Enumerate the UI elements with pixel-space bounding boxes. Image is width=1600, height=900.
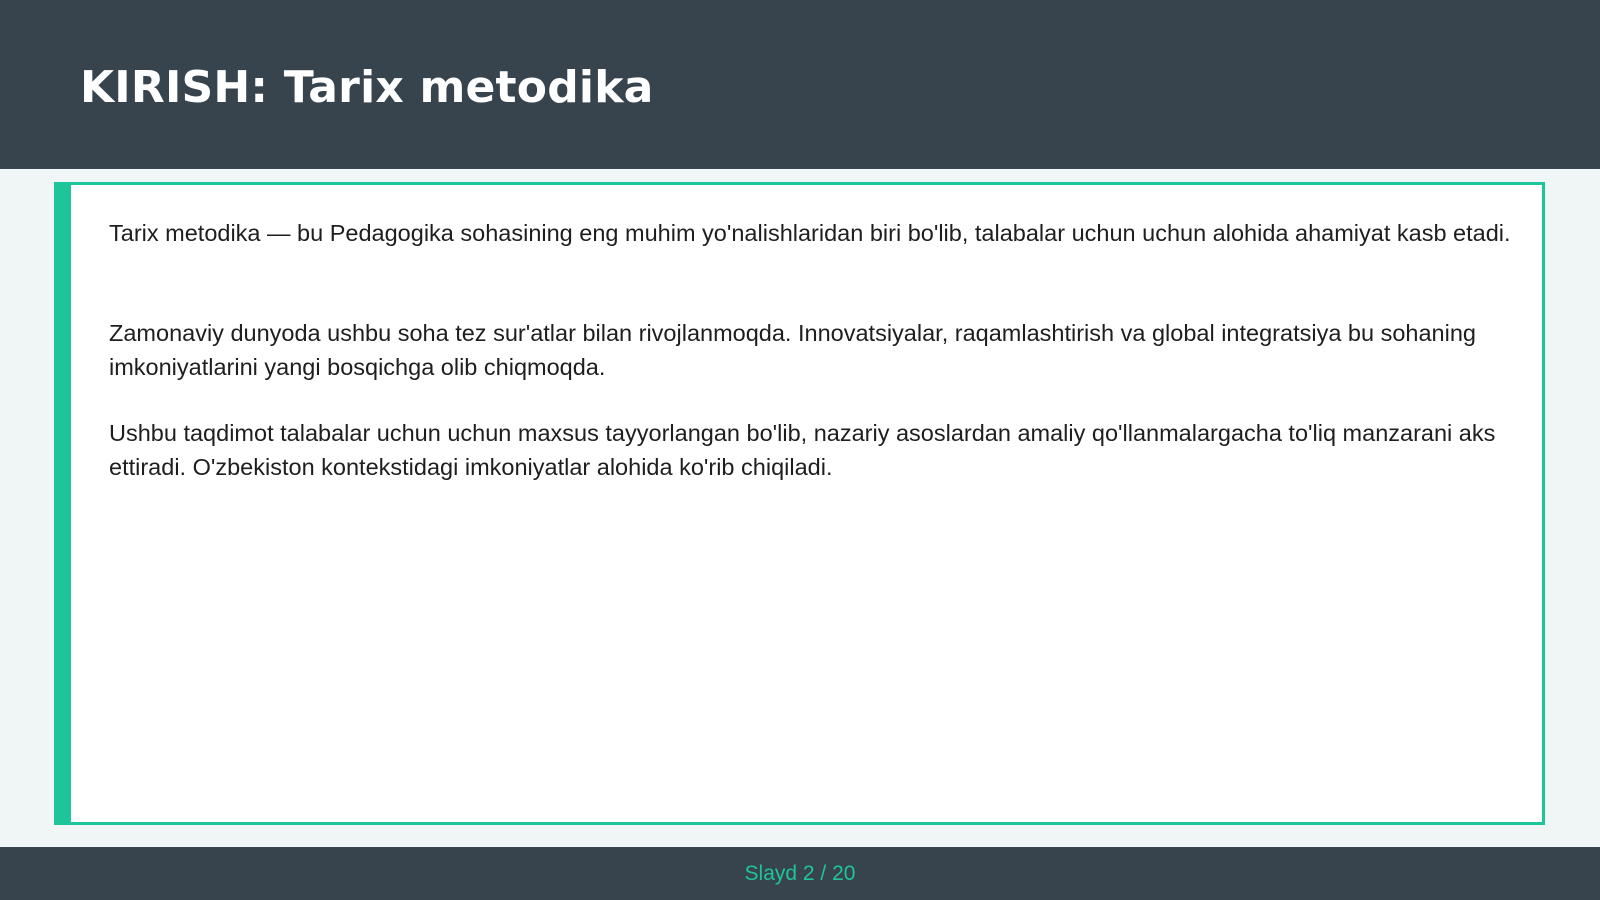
slide-footer — [0, 847, 1600, 900]
slide-title: KIRISH: Tarix metodika — [80, 62, 654, 113]
paragraph-modern-world: Zamonaviy dunyoda ushbu soha tez sur'atlar bilan rivojlanmoqda. Innovatsiyalar, raqamlashtirish va global integratsiya bu sohaning imkoniyatlarini yangi bosqichga olib chiqmoqda. — [109, 320, 1476, 380]
content-panel — [54, 182, 1545, 825]
paragraph-intro: Tarix metodika — bu Pedagogika sohasining eng muhim yo'nalishlaridan biri bo'lib, talabalar uchun uchun alohida ahamiyat kasb etadi. — [109, 220, 1511, 246]
slide-header — [0, 0, 1600, 169]
slide-counter: Slayd 2 / 20 — [744, 862, 856, 885]
paragraph-presentation-purpose: Ushbu taqdimot talabalar uchun uchun maxsus tayyorlangan bo'lib, nazariy asoslardan amaliy qo'llanmalargacha to'liq manzarani aks ettiradi. O'zbekiston kontekstidagi imkoniyatlar alohida ko'rib chiqiladi. — [109, 420, 1496, 480]
